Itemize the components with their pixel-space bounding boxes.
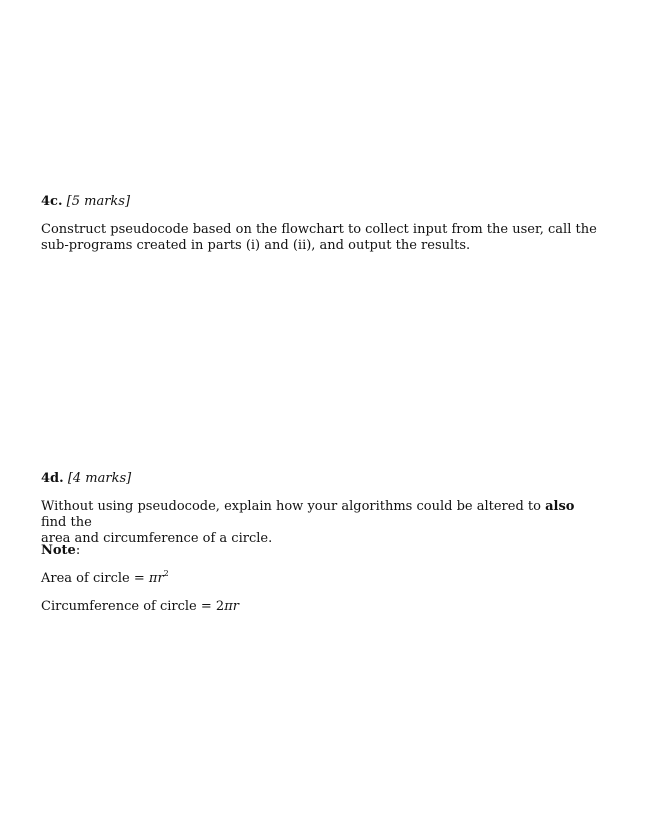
question-4c-marks: [5 marks] xyxy=(66,194,131,209)
area-formula-var: r xyxy=(157,571,164,586)
note-label-colon: : xyxy=(75,543,81,558)
circumference-formula-var: r xyxy=(232,599,239,614)
circumference-formula-pi: π xyxy=(224,599,233,614)
note-label xyxy=(41,543,601,559)
question-4c-text xyxy=(41,222,601,254)
question-4c-number: 4c. xyxy=(41,194,63,209)
question-4d-marks: [4 marks] xyxy=(67,471,132,486)
area-formula-pi: π xyxy=(148,571,158,586)
question-4c-line-2: sub-programs created in parts (i) and (ii), and output the results. xyxy=(41,238,471,253)
question-4d-line-1-end: find the xyxy=(41,515,92,530)
question-4d-line-2: area and circumference of a circle. xyxy=(41,531,273,546)
question-4d-heading xyxy=(41,471,601,487)
area-formula-prefix: Area of circle = xyxy=(41,571,149,586)
question-4c-line-1: Construct pseudocode based on the flowchart to collect input from the user, call the xyxy=(41,222,597,237)
question-4d-line-1 xyxy=(41,499,601,531)
question-4d-text xyxy=(41,499,601,547)
area-formula xyxy=(41,571,601,587)
question-4d-emphasis: also xyxy=(545,499,575,514)
area-formula-exponent: 2 xyxy=(163,569,169,578)
circumference-formula xyxy=(41,599,601,615)
circumference-formula-prefix: Circumference of circle = 2 xyxy=(41,599,225,614)
note-label-text: Note xyxy=(41,543,76,558)
question-4d-number: 4d. xyxy=(41,471,64,486)
question-4c-heading xyxy=(41,194,601,210)
question-4d-line-1-start: Without using pseudocode, explain how your algorithms could be altered to xyxy=(41,499,546,514)
